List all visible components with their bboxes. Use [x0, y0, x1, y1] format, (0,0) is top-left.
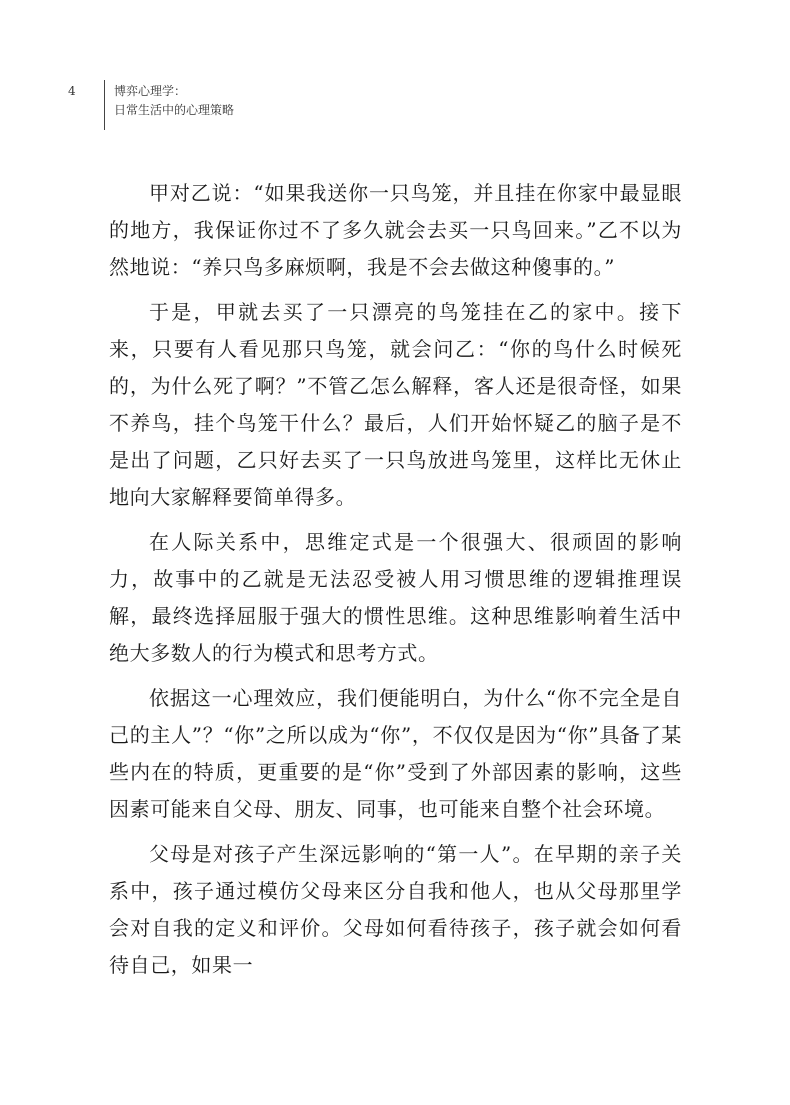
running-title-line-1: 博弈心理学：	[114, 84, 187, 98]
paragraph: 依据这一心理效应，我们便能明白，为什么“你不完全是自己的主人”？“你”之所以成为“你”，不仅仅是因为“你”具备了某些内在的特质，更重要的是“你”受到了外部因素的影响，这些因素可能来自父母、朋友、同事，也可能来自整个社会环境。	[109, 686, 682, 821]
running-title-line-2: 日常生活中的心理策略	[114, 103, 235, 117]
paragraph: 于是，甲就去买了一只漂亮的鸟笼挂在乙的家中。接下来，只要有人看见那只鸟笼，就会问乙：“你的鸟什么时候死的，为什么死了啊？”不管乙怎么解释，客人还是很奇怪，如果不养鸟，挂个鸟笼干什么？最后，人们开始怀疑乙的脑子是不是出了问题，乙只好去买了一只鸟放进鸟笼里，这样比无休止地向大家解释要简单得多。	[109, 300, 682, 509]
page-header	[0, 0, 790, 140]
paragraph: 父母是对孩子产生深远影响的“第一人”。在早期的亲子关系中，孩子通过模仿父母来区分自我和他人，也从父母那里学会对自我的定义和评价。父母如何看待孩子，孩子就会如何看待自己，如果一	[109, 842, 682, 977]
paragraph: 在人际关系中，思维定式是一个很强大、很顽固的影响力，故事中的乙就是无法忍受被人用习惯思维的逻辑推理误解，最终选择屈服于强大的惯性思维。这种思维影响着生活中绝大多数人的行为模式和思考方式。	[109, 530, 682, 665]
running-title	[114, 82, 234, 120]
header-divider	[104, 80, 105, 130]
body-text	[109, 175, 682, 992]
page-number: 4	[68, 84, 76, 98]
paragraph: 甲对乙说：“如果我送你一只鸟笼，并且挂在你家中最显眼的地方，我保证你过不了多久就会去买一只鸟回来。”乙不以为然地说：“养只鸟多麻烦啊，我是不会去做这种傻事的。”	[109, 181, 682, 279]
